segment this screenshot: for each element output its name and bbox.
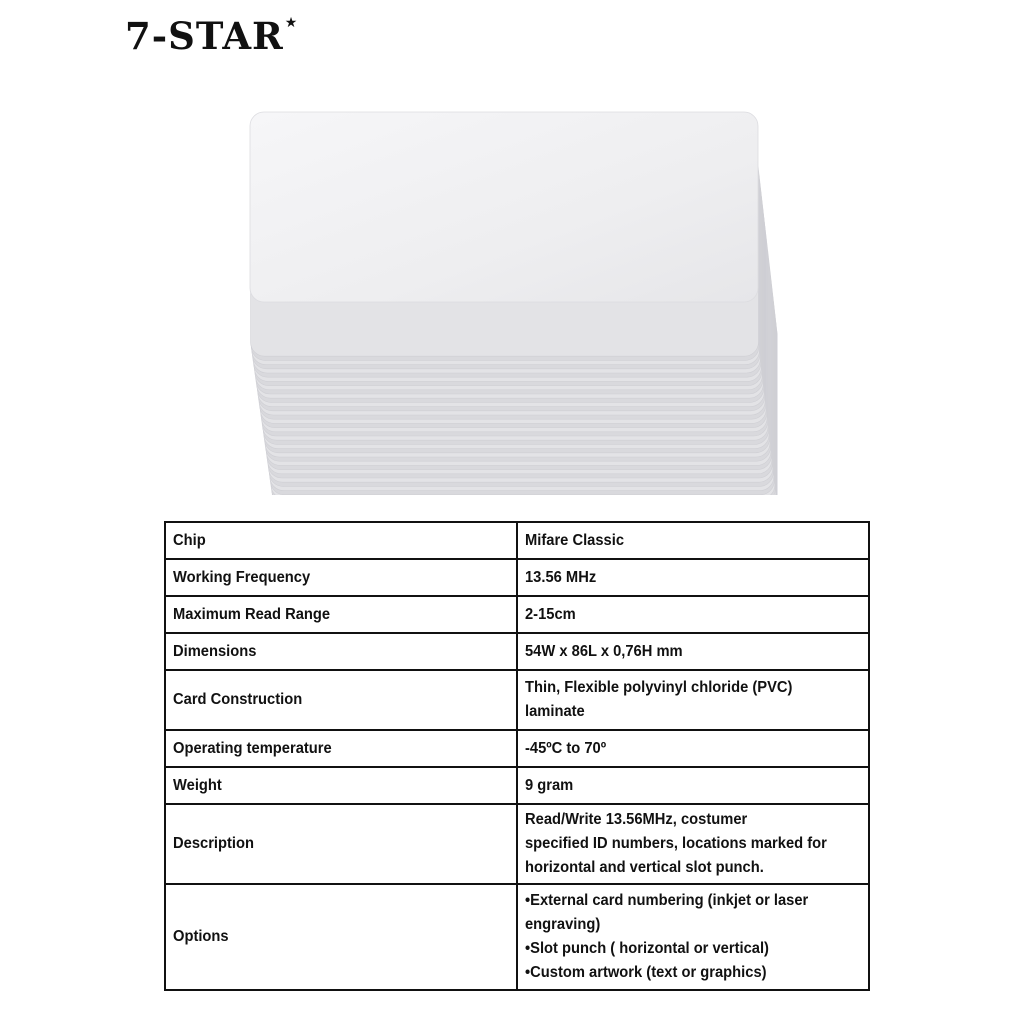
spec-value-text: 54W x 86L x 0,76H mm: [525, 642, 683, 660]
spec-value: [517, 884, 869, 990]
product-image: [220, 95, 800, 495]
spec-key-text: Chip: [173, 531, 206, 549]
spec-key: [165, 730, 517, 767]
spec-value-text: 13.56 MHz: [525, 568, 597, 586]
spec-key-text: Operating temperature: [173, 739, 332, 757]
spec-key-text: Description: [173, 835, 254, 852]
spec-key-text: Weight: [173, 776, 222, 794]
spec-key: [165, 559, 517, 596]
specs-table: [164, 521, 870, 991]
spec-value-text: 9 gram: [525, 776, 574, 794]
spec-key: [165, 804, 517, 884]
spec-row: [165, 884, 869, 990]
spec-value-text: 2-15cm: [525, 605, 576, 623]
spec-value: [517, 670, 869, 730]
spec-key: [165, 522, 517, 559]
spec-key: [165, 670, 517, 730]
spec-key-text: Working Frequency: [173, 568, 311, 586]
spec-row: [165, 804, 869, 884]
brand-name: 7-STAR: [125, 14, 284, 58]
spec-value: [517, 596, 869, 633]
spec-key: [165, 767, 517, 804]
brand-logo: [125, 14, 297, 58]
spec-key-text: Dimensions: [173, 642, 257, 660]
spec-key-text: Card Construction: [173, 691, 303, 708]
spec-value-text: •External card numbering (inkjet or laser engraving) •Slot punch ( horizontal or vertical) •Custom artwork (text or graphics): [525, 892, 809, 981]
spec-key: [165, 884, 517, 990]
spec-key: [165, 633, 517, 670]
spec-value: [517, 767, 869, 804]
spec-row: [165, 522, 869, 559]
spec-key-text: Maximum Read Range: [173, 605, 331, 623]
spec-value: [517, 730, 869, 767]
spec-key-text: Options: [173, 928, 229, 945]
spec-value-text: Thin, Flexible polyvinyl chloride (PVC) laminate: [525, 679, 793, 720]
star-icon: ★: [284, 15, 298, 31]
spec-value-text: Read/Write 13.56MHz, costumer specified ID numbers, locations marked for horizontal and vertical slot punch.: [525, 811, 827, 876]
spec-row: [165, 670, 869, 730]
spec-value: [517, 804, 869, 884]
spec-row: [165, 633, 869, 670]
spec-value: [517, 522, 869, 559]
spec-row: [165, 767, 869, 804]
spec-value-text: Mifare Classic: [525, 531, 625, 549]
spec-value-text: -45ºC to 70º: [525, 739, 607, 757]
spec-value: [517, 633, 869, 670]
spec-row: [165, 559, 869, 596]
spec-value: [517, 559, 869, 596]
spec-row: [165, 596, 869, 633]
top-card: [250, 112, 758, 302]
spec-key: [165, 596, 517, 633]
spec-row: [165, 730, 869, 767]
